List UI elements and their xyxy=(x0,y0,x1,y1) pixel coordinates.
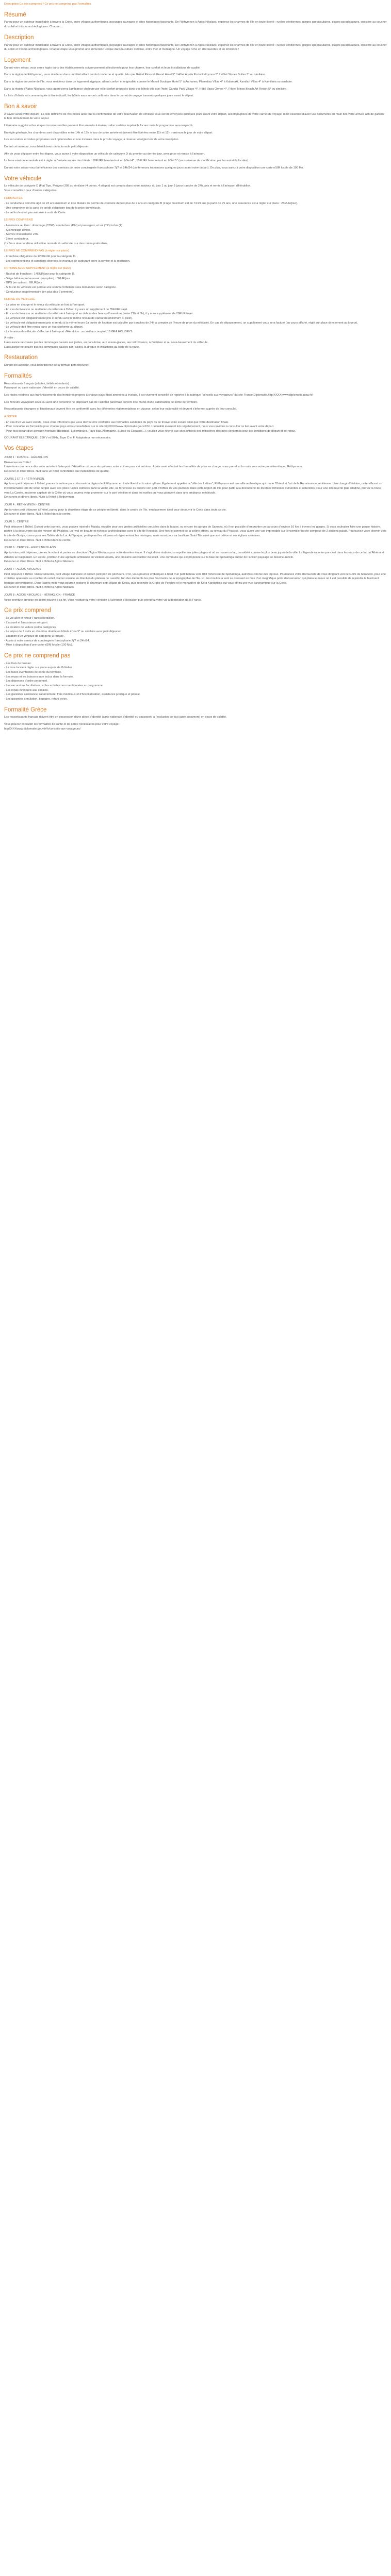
list-item: - Accès à notre service de conciergerie francophone 7j/7 et 24h/24. xyxy=(4,639,90,642)
list-item: - La taxe locale à régler sur place auprès de l'hôtelier. xyxy=(4,666,73,670)
paragraph: Les règles relatives aux franchissements des frontières propres à chaque pays étant amenées à évoluer, il est vivement conseillé de reporter à la rubrique "conseils aux voyageurs" du site France Diplomatie.http(XXXX)www.diplomatie.gouv.fr/. xyxy=(4,394,314,397)
bon-a-savoir-title: Bon à savoir xyxy=(4,103,37,110)
list-item: - 2ème conducteur. xyxy=(4,238,29,241)
ce-prix-comprend-title: Ce prix comprend xyxy=(4,607,51,614)
list-item: - Les frais de dossier. xyxy=(4,662,32,665)
ce-prix-ne-comprend-pas-list xyxy=(4,662,387,702)
ce-prix-ne-comprend-pas-title: Ce prix ne comprend pas xyxy=(4,652,71,659)
paragraph: Durant cet autotour, vous bénéficierez de la formule petit déjeuner. xyxy=(4,145,89,149)
list-item: - Le conducteur doit être âgé de 23 ans minimum et être titulaire du permis de conduire depuis plus de 2 ans en catégorie B (L'âge maximum est de 74.99 ans (a partir de 75 ans, une assurance est à régler sur place : 25EUR/jour). xyxy=(4,202,298,206)
day-heading: JOUR 8 : AGIOS NIKOLAOS - HÉRAKLION - FRANCE xyxy=(4,594,75,597)
list-item: - Les repas et les boissons non inclus dans la formule. xyxy=(4,675,74,679)
logement-section xyxy=(4,57,387,98)
list-item: - La location de voiture (selon catégorie). xyxy=(4,625,57,629)
list-item: - L'accueil et l'assistance aéroport. xyxy=(4,621,48,624)
list-item: - Le séjour de 7 nuits en chambre double en hôtels 4* ou 5* ou similaire avec petit déjeuner. xyxy=(4,630,122,634)
day-text: Après votre petit déjeuner, prenez le volant et partez en direction d'Agios Nikolaos pour votre dernière étape. Il s'agit d'une station cosmopolite aux jolies plages et où se trouve un lac, considéré comme le plus beau joyau de la ville. La légende raconte que c'est dans les eaux de ce lac qu'Athéna et Artemis se baignaient. En soirée, profitez d'une agréable ambiance en visitant Elouda, une croisière au coucher du soleil. Une commune qui est proposée sur la baie de Spinalonga autour de l'ancien paysage se dessine au loin. Déjeuner et dîner libres. Nuit à l'hôtel à Agios Nikolaos. xyxy=(4,551,384,564)
restauration-text: Durant cet autotour, vous bénéficierez de la formule petit déjeuner. xyxy=(4,364,89,367)
list-item: - Pour connaître les formalités pour chaque pays et/ou consultables sur le site httpXXXXwww.diplomatie.gouv.fr/fr/. L'actualité évoluant très régulièrement, nous vous invitons à consulter ce lien avant votre départ. xyxy=(4,425,274,429)
day-heading: JOUR 5 : CENTRE xyxy=(4,520,29,523)
paragraph: Les ressortissants français doivent être en possession d'une pièce d'identité (carte nationale d'identité ou passeport, à l'exclusion de tout autre document) en cours de validité. xyxy=(4,716,227,719)
list-item: - Les taxes éventuelles de sortie du territoire. xyxy=(4,670,62,674)
vehicule-section xyxy=(4,176,387,350)
paragraph: L'itinéraire suggéré et les étapes incontournables peuvent être amenés à évoluer selon certains impératifs locaux mais le programme sera respecté. xyxy=(4,124,193,128)
formalites-title: Formalités xyxy=(4,372,32,379)
ce-prix-ne-comprend-pas-section xyxy=(4,653,387,702)
day-text: Petit déjeuner à l'hôtel. Visitez Elounda, petit village balnéaire et ancien petit port de pêcheurs. D'ici, vous pourrez embarquer à bord d'un petit bateau vers l'îlot forteresse de Spinalonga, autrefois colonie des lépreux. Poursuivez votre découverte de vous dirigeant vers le Golfe de Mirabello, pour une croisière apaisante au coucher du soleil. Partez ensuite en direction du plateau de Lassithi, l'un des éléments les plus fascinants de la topographie de l'île. Ici, les moulins à vent se dressent en face d'un magnifique point d'observation qui plaira le mieux où il est possible de rejoindre le fascinant héritage générationnel. Dans l'après-midi, vous pourrez explorer le charmant petit village de Kritsa, puis rejoindre la Grotte de Psychro et le monastère de Kera Kardiotissa qui vous offrira une vue panoramique sur la Crète. Déjeuner et dîner libres. Nuit à l'hôtel à Agios Nikolaos. xyxy=(4,572,386,589)
list-item: - Une empreinte de la carte de crédit obligatoire lors de la prise du véhicule. xyxy=(4,207,101,210)
list-item: - Les excursions facultatives, et les activités non mentionnées au programme. xyxy=(4,684,104,687)
paragraph: Dans la région de Réthymnon, vous résiderez dans un hôtel alliant confort moderne et qualité, tels que l'Hôtel Rimondi Grand Hotel 5* / Hôtel Aquila Porto Rethymno 5* / Hôtel Stones Suites 5* ou similaire. xyxy=(4,73,266,77)
resume-text: Partez pour un autotour inoubliable à travers la Crète, entre villages authentiques, paysages sauvages et sites historiques fascinants. De Réthymnon à Agios Nikolaos, explorez les charmes de l'île en toute liberté : ruelles vénitiennes, gorges spectaculaires, plages paradisiaques, croisière au coucher du soleil et trésors archéologiques. Chaque ... xyxy=(4,21,387,29)
day-text: Après un petit déjeuner à l'hôtel, prenez la voiture pour découvrir la région de Réthymnon en toute liberté et à votre rythme. Également appelée la "ville des Lettres", Réthymnon est une ville authentique qui marie l'Orient et l'art de la Renaissance vénitienne. Lieu chargé d'histoire, cette ville est un incontournable lors de votre périple avec ses jolies ruelles colorées dans la vieille ville, sa forteresse ou encore son port. Profitez de vos journées dans cette région de l'île pour partir à la découverte de diverses richesses culturelles et naturelles. Pour une découverte plus citadine, prenez la route vers La Canée, ancienne capitale de la Crète où vous pourrez vous promener sur le port vénitien et dans les ruelles qui vous plongent dans une ambiance médiévale. Déjeuners et dîners libres. Nuits à l'hôtel à Réthymnon. xyxy=(4,482,382,499)
list-item: - Mise à disposition d'une carte eSIM locale (100 Mo). xyxy=(4,643,73,647)
description-title: Description xyxy=(4,34,34,41)
day-block xyxy=(4,567,387,590)
day-text: Petit déjeuner à l'hôtel. Durant cette journée, vous pouvez rejoindre Matala, réputée pour ses grottes artificielles creusées dans la falaise, ou encore les gorges de Samaria, où il est possible d'emprunter un parcours d'environ 16 km à travers les gorges. Si vous souhaitez faire une pause histoire, partez à la découverte du site minoen de Phaistos, un rival en beauté et richesse archéologique avec le site de Knossos. Une fois le sommet de la colline atteint, au niveau du Phaistos, vous aurez une vue imprenable sur l'ensemble du site composé de 2 anciens palais. Poursuivez votre chemin vers le site de Gortys, connu pour ses Tables de la Loi. À l'époque, protégeant les citoyens et réglementant les mariages, mais aussi pour sa basilique Saint Tite ainsi que son odéon et ses églises romaines. Déjeuner et dîner libres. Nuit à l'hôtel dans le centre. xyxy=(4,525,387,542)
list-item: - Les garanties assistance, rapatriement, frais médicaux et d'hospitalisation, assistance juridique et pénale. xyxy=(4,693,141,697)
day-heading: JOUR 7 : AGIOS NIKOLAOS xyxy=(4,567,42,571)
list-item: - Le véhicule est obligatoirement pris et rendu avec le même niveau de carburant (minimum ¼ plein). xyxy=(4,316,133,320)
paragraph: Durant votre séjour vous bénéficierez des services de notre conciergerie francophone 7j/7 et 24h/24 (conférences transmises quelques jours avant votre départ). De plus, vous aurez à votre disposition une carte eSIM locale de 100 Mo. xyxy=(4,166,304,170)
remise-subtitle: REMISE DU VÉHICULE xyxy=(4,298,36,301)
paragraph: Les mineurs voyageant seuls ou avec une personne ne disposant pas de l'autorité parentale doivent être munis d'une autorisation de sortie de territoire. xyxy=(4,400,198,404)
restauration-title: Restauration xyxy=(4,354,38,361)
vehicule-notes xyxy=(4,336,387,349)
list-item: - Location d'un véhicule de catégorie D incluse. xyxy=(4,634,65,638)
formalites-section xyxy=(4,373,387,440)
remise-list xyxy=(4,303,387,334)
formalite-grece-section xyxy=(4,707,387,732)
day-text: Bienvenue en Crète ! L'aventure commence dès votre arrivée à l'aéroport d'Héraklion où vous récupérerez votre voiture pour cet autotour. Après avoir effectué les formalités de prise en charge, vous prendrez la route vers votre première étape : Réthymnon. Déjeuner et dîner libres. Nuit dans un hôtel confortable aux installations de qualité. xyxy=(4,461,303,473)
paragraph: Les excursions et visites proposées sont optionnelles et non incluses dans le prix du voyage, à réserver et régler lors de votre inscription. xyxy=(4,138,180,142)
paragraph: La liste d'hôtels est communiquée à titre indicatif, les hôtels vous seront confirmés dans le carnet de voyage transmis quelques jours avant le départ. xyxy=(4,94,194,98)
list-item: - Les garanties annulation, bagages, retard avion. xyxy=(4,697,68,701)
paragraph: Vous pouvez consulter les formalités de santé et de police nécessaires pour votre voyage : httpXXXXwww.diplomatie.gouv.fr/fr/conseils-aux-voyageurs/ xyxy=(4,722,120,731)
list-item: - Si la clé du véhicule est perdue une somme forfaitaire sera demandée selon catégorie. xyxy=(4,285,117,289)
day-heading: JOUR 4 : RÉTHYMNON - CENTRE xyxy=(4,503,50,506)
list-item: L'assurance ne couvre pas les dommages causés par l'alcool, la drogue et infractions au code de la route. xyxy=(4,345,140,349)
intro-links[interactable]: Description Ce prix comprend / Ce prix ne comprend pas Formalités xyxy=(4,3,91,6)
day-block xyxy=(4,455,387,474)
paragraph: Afin de vous déplacer entre les étapes, vous aurez à votre disposition un véhicule de catégorie D du premier au dernier jour, avec prise et remise à l'aéroport. xyxy=(4,152,205,156)
list-item: - Conducteur supplémentaire (en plus des 2 premiers). xyxy=(4,290,74,294)
list-item: - La prise en charge et le retour du véhicule se font à l'aéroport. xyxy=(4,303,86,307)
list-item: - Le véhicule n'est pas autorisé à sortir de Crète. xyxy=(4,211,67,214)
paragraph: En règle générale, les chambres sont disponibles entre 14h et 15h le jour de votre arrivée et doivent être libérées entre 11h et 12h maximum le jour de votre départ. xyxy=(4,131,214,134)
description-section xyxy=(4,35,387,52)
paragraph: Ressortissants français (adultes, bébés et enfants) : Passeport ou carte nationale d'identité en cours de validité. xyxy=(4,382,80,390)
list-item: À noter : xyxy=(4,336,15,340)
list-item: - Le véhicule doit être rendu dans un état conforme au départ. xyxy=(4,326,84,329)
a-noter-list xyxy=(4,420,387,434)
day-block xyxy=(4,520,387,543)
formalites-list xyxy=(4,201,387,215)
bon-a-savoir-section xyxy=(4,104,387,171)
vehicule-title: Votre véhicule xyxy=(4,175,42,182)
resume-title: Résumé xyxy=(4,11,26,18)
formalite-grece-title: Formalité Grèce xyxy=(4,706,47,713)
prix-comprend-list xyxy=(4,224,387,246)
a-noter-subtitle: A NOTER xyxy=(4,415,17,418)
list-item: - Les contraventions et sanctions diverses, le manque de carburant entre la remise et la restitution. xyxy=(4,259,131,263)
list-item: L'assurance ne couvre pas les dommages causés aux jantes, au pare-brise, aux essuie-glaces, aux rétroviseurs, à l'intérieur et au sous-bassement du véhicule. xyxy=(4,341,209,345)
ce-prix-comprend-section xyxy=(4,607,387,647)
list-item: - En cas de livraison ou restitution du véhicule à l'aéroport en dehors des heures d'ouverture (entre 21h et 8h), il y aura supplément de 20EUR/trajet. xyxy=(4,312,194,316)
day-text: Après votre petit déjeuner à l'hôtel, partez pour la deuxième étape de ce périple en liberté, dans le centre de l'île, emplacement idéal pour découvrir le Crète dans toute sa vie. Déjeuner et dîner libres. Nuit à l'hôtel dans le centre. xyxy=(4,508,227,516)
restauration-section xyxy=(4,354,387,367)
list-item: - Pour tout départ d'un aéroport frontalier (Belgique, Luxembourg, Pays-Bas, Allemagne, Suisse ou Espagne...), veuillez vous référer aux sites officiels des ministères des pays concernés pour les conditions de départ et de retour. xyxy=(4,429,296,433)
formalites-subtitle: FORMALITÉS xyxy=(4,196,23,200)
logement-title: Logement xyxy=(4,57,31,63)
etapes-section xyxy=(4,445,387,602)
day-heading: JOUR 1 : FRANCE - HÉRAKLION xyxy=(4,456,48,460)
list-item: - En cas de livraison ou restitution du véhicule à l'hôtel, il y aura un supplément de 35EUR/ trajet. xyxy=(4,308,128,311)
page xyxy=(0,0,391,739)
list-item: - En cas d'un vol avec escale, nous vous informons que vous devrez être conforme aux formalités sanitaires du pays ou se trouve votre escale ainsi que votre destination finale. xyxy=(4,420,229,424)
paragraph: La base environnementale est à régler à l'arrivée auprès des hôtels : 10EUR/chambre/nuit en hôtel 4* ; 15EUR/chambre/nuit en hôtel 5* (sous réserve de modification par les autorités locales). xyxy=(4,159,249,163)
prix-non-comprend-subtitle: LE PRIX NE COMPREND PAS (à régler sur place) xyxy=(4,249,69,253)
paragraph: Ressortissants étrangers et binationaux devront être en conformité avec les différentes réglementations en vigueur, selon leur nationalité et devront s'informer auprès de leur consulat. xyxy=(4,408,237,411)
list-item: - Le véhicule est obligatoirement pris et rendu à la même heure (la durée de location est calculée par tranches de 24h à compter de l'heure de prise du véhicule). En cas de dépassement, un supplément vous sera facturé (au cours affiché, réglé sur place directement au loueur). xyxy=(4,321,358,325)
paragraph: Dans la région du centre de l'île, vous résiderez dans un logement atypique, alliant confort et originalité, comme le Manoli Boutique Hotel 5* à Archanes, Phaestias Villas 4* à Kalamaki, Kamilari Villas 4* à Kamilaria ou similaire. xyxy=(4,80,293,83)
day-block xyxy=(4,593,387,602)
list-item: - La livraison du véhicule s'effectue à l'aéroport d'Héraklion : accueil au comptoir 16 GEA HOLIDAYS xyxy=(4,330,133,333)
resume-section xyxy=(4,12,387,29)
paragraph: À savoir avant votre départ : La liste définitive de vos hôtels ainsi que la confirmation de votre réservation de véhicule vous seront envoyées quelques jours avant votre départ, accompagnées de votre carnet de voyage. Il est essentiel d'avoir vos documents en main dès votre arrivée afin de garantir le bon déroulement de votre séjour. xyxy=(4,112,385,121)
options-list xyxy=(4,272,387,294)
paragraph: Dans la région d'Agios Nikolaos, vous apprécierez l'ambiance chaleureuse et le confort proposés dans des hôtels tels que l'hotel Candia Park Village 4*, Hôtel Vasia Ormos 4*, l'Hotel Minos Beach Art Resort 5* ou similaire. xyxy=(4,87,287,91)
vehicule-intro: Le véhicule de catégorie D (Fiat Tipo, Peugeot 308 ou similaire (4 portes, 4 sièges) est compris dans votre autotour du jour 1 au jour 8 (pour tranche de 24h, pris et remis à l'aéroport d'Héraklion. Vous connaîtrez pour d'autres catégories. xyxy=(4,184,252,193)
paragraph: Durant votre séjour, vous serez logés dans des établissements soigneusement sélectionnés pour leur charme, leur confort et leurs installations de qualité. xyxy=(4,66,201,70)
list-item: - Kilométrage illimité. xyxy=(4,228,31,232)
list-item: - Franchise obligatoire de 1200EUR pour la catégorie D. xyxy=(4,255,76,258)
day-heading: JOURS 2 ET 3 : RÉTHYMNON xyxy=(4,477,44,481)
description-text: Partez pour un autotour inoubliable à travers la Crète, entre villages authentiques, paysages sauvages et sites historiques fascinants. De Réthymnon à Agios Nikolaos, explorez les charmes de l'île en toute liberté : ruelles vénitiennes, gorges spectaculaires, plages paradisiaques, croisière au coucher du soleil et trésors archéologiques. Chaque étape vous promet une immersion unique dans la culture crétoise, entre mer et montagne. Un voyage riche en découvertes et en émotions ! xyxy=(4,43,387,52)
list-item: - Le vol aller et retour France/Héraklion. xyxy=(4,617,55,620)
list-item: - Siège bébé ou rehausseur (en option) : 5EUR/jour xyxy=(4,277,70,280)
day-text: Votre aventure crétoise en liberté touche à sa fin. Vous restituerez votre véhicule à l'aéroport d'Héraklion puis prendrez votre vol à destination de la France. xyxy=(4,598,202,602)
list-item: - Les repas éventuels aux escales. xyxy=(4,688,49,692)
list-item: - Assurance au tiers : dommage (CDW), conducteur (PAI) et passagers, et vol (TP) inclus (1) xyxy=(4,224,123,228)
day-heading: JOUR 6 : CENTRE - AGIOS NIKOLAOS xyxy=(4,546,56,550)
prix-comprend-subtitle: LE PRIX COMPREND xyxy=(4,218,33,222)
list-item: - Rachat de franchise : 14EUR/jour pour la catégorie D. xyxy=(4,272,75,276)
list-item: - Service d'assistance 24h. xyxy=(4,233,39,236)
prix-non-comprend-list xyxy=(4,255,387,263)
list-item: - Les dépenses d'ordre personnel. xyxy=(4,680,48,683)
etapes-title: Vos étapes xyxy=(4,445,34,452)
courant-electrique: COURANT ELECTRIQUE : 230 V et 50Hz, Type C et F. Adaptateur non nécessaire. xyxy=(4,436,111,439)
options-subtitle: OPTIONS AVEC SUPPLÉMENT (à régler sur place) xyxy=(4,267,71,270)
day-block xyxy=(4,546,387,564)
ce-prix-comprend-list xyxy=(4,616,387,648)
day-block xyxy=(4,477,387,500)
list-item: - GPS (en option) : 6EUR/jour xyxy=(4,281,42,285)
list-item: (1) Sous réserve d'une utilisation normale du véhicule, sur des routes praticables. xyxy=(4,242,108,245)
day-block xyxy=(4,503,387,517)
